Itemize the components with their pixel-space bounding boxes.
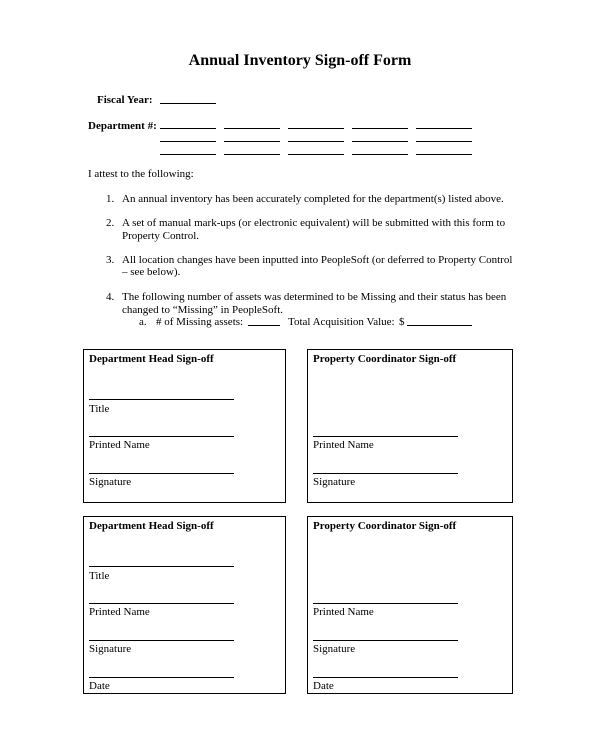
department-field[interactable] (352, 154, 408, 155)
missing-assets-field[interactable] (248, 325, 280, 326)
missing-assets-label: # of Missing assets: (156, 316, 244, 328)
title-label: Title (89, 570, 110, 582)
signature-label: Signature (313, 643, 356, 655)
department-field[interactable] (352, 128, 408, 129)
property-coordinator-signoff-box (307, 516, 513, 694)
item-text: An annual inventory has been accurately completed for the department(s) listed above. (122, 193, 504, 205)
date-field[interactable] (89, 677, 234, 678)
item-number: 4. (106, 291, 115, 303)
printed-name-field[interactable] (313, 436, 458, 437)
date-field[interactable] (313, 677, 458, 678)
department-field[interactable] (160, 154, 216, 155)
department-field[interactable] (352, 141, 408, 142)
item-number: 1. (106, 193, 115, 205)
item-text-continued: – see below). (122, 266, 181, 278)
subitem-letter: a. (139, 316, 147, 328)
form-title: Annual Inventory Sign-off Form (188, 52, 412, 69)
printed-name-label: Printed Name (89, 606, 150, 618)
department-field[interactable] (224, 128, 280, 129)
item-text: The following number of assets was determined to be Missing and their status has been (122, 291, 507, 303)
item-text-continued: changed to “Missing” in PeopleSoft. (122, 304, 284, 316)
title-label: Title (89, 403, 110, 415)
printed-name-label: Printed Name (313, 439, 374, 451)
department-head-signoff-box (83, 516, 286, 694)
attest-intro: I attest to the following: (88, 168, 194, 180)
printed-name-label: Printed Name (313, 606, 374, 618)
printed-name-label: Printed Name (89, 439, 150, 451)
department-field[interactable] (416, 128, 472, 129)
title-field[interactable] (89, 566, 234, 567)
box-heading: Department Head Sign-off (89, 353, 214, 365)
box-heading: Department Head Sign-off (89, 520, 214, 532)
fiscal-year-label: Fiscal Year: (97, 94, 153, 106)
total-value-label: Total Acquisition Value: (288, 316, 395, 328)
department-field[interactable] (160, 141, 216, 142)
item-text: All location changes have been inputted into PeopleSoft (or deferred to Property Control (122, 254, 513, 266)
department-field[interactable] (288, 128, 344, 129)
property-coordinator-signoff-box (307, 349, 513, 503)
department-head-signoff-box (83, 349, 286, 503)
printed-name-field[interactable] (313, 603, 458, 604)
department-label: Department #: (88, 120, 157, 132)
department-field[interactable] (160, 128, 216, 129)
item-number: 3. (106, 254, 115, 266)
department-field[interactable] (224, 154, 280, 155)
signature-label: Signature (313, 476, 356, 488)
department-field[interactable] (288, 154, 344, 155)
signature-field[interactable] (313, 640, 458, 641)
department-field[interactable] (224, 141, 280, 142)
item-text-continued: Property Control. (122, 230, 199, 242)
signature-field[interactable] (313, 473, 458, 474)
currency-symbol: $ (399, 316, 405, 328)
box-heading: Property Coordinator Sign-off (313, 353, 457, 365)
signature-label: Signature (89, 643, 132, 655)
date-label: Date (89, 680, 110, 692)
box-heading: Property Coordinator Sign-off (313, 520, 457, 532)
department-field[interactable] (416, 141, 472, 142)
signature-label: Signature (89, 476, 132, 488)
item-number: 2. (106, 217, 115, 229)
signature-field[interactable] (89, 640, 234, 641)
signature-field[interactable] (89, 473, 234, 474)
item-text: A set of manual mark-ups (or electronic equivalent) will be submitted with this form to (122, 217, 506, 229)
date-label: Date (313, 680, 334, 692)
title-field[interactable] (89, 399, 234, 400)
printed-name-field[interactable] (89, 436, 234, 437)
printed-name-field[interactable] (89, 603, 234, 604)
department-field[interactable] (288, 141, 344, 142)
fiscal-year-field[interactable] (160, 103, 216, 104)
total-value-field[interactable] (407, 325, 472, 326)
department-field[interactable] (416, 154, 472, 155)
